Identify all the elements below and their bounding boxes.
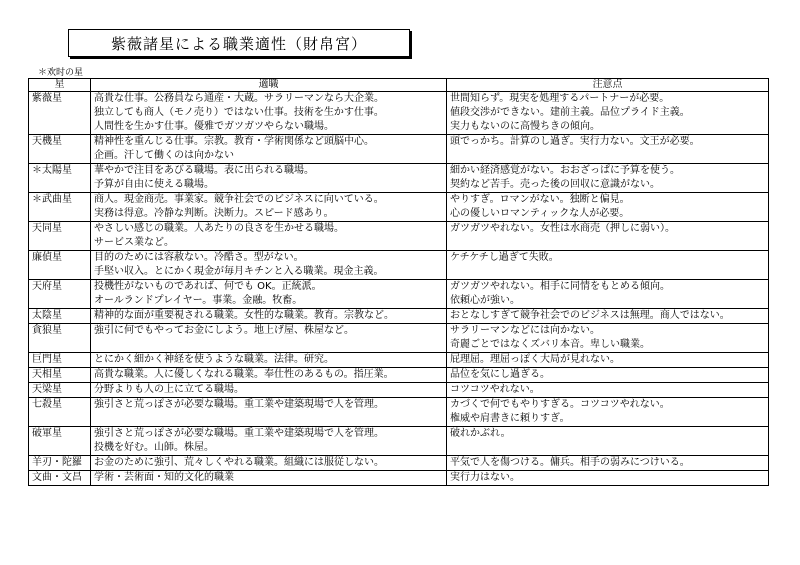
caution-line: カづくで何でもやりすぎる。コツコツやれない。	[450, 399, 670, 410]
aptitude-cell	[91, 135, 447, 164]
caution-cell	[447, 222, 769, 251]
caution-line: 頭でっかち。計算のし過ぎ。実行力ない。文王が必要。	[450, 136, 700, 147]
table-row	[29, 324, 769, 353]
page-title: 紫薇諸星による職業適性（財帛宮）	[68, 29, 410, 57]
table-row	[29, 368, 769, 383]
star-name: ＊武曲星	[29, 193, 91, 222]
aptitude-line: 目的のためには容赦ない。冷酷さ。型がない。	[94, 252, 304, 263]
caution-cell	[447, 92, 769, 135]
table-header-row	[29, 79, 769, 92]
aptitude-line: 手堅い収入。とにかく現金が毎月キチンと入る職業。現金主義。	[94, 266, 384, 277]
table-row	[29, 135, 769, 164]
caution-line: 品位を気にし過ぎる。	[450, 369, 550, 380]
caution-cell	[447, 383, 769, 398]
caution-cell	[447, 164, 769, 193]
star-name: 天機星	[29, 135, 91, 164]
aptitude-line: 華やかで注目をあびる職場。表に出られる職場。	[94, 165, 314, 176]
aptitude-line: お金のために強引、荒々しくやれる職業。組織には服従しない。	[94, 457, 384, 468]
aptitude-cell	[91, 164, 447, 193]
aptitude-line: 分野よりも人の上に立てる職場。	[94, 384, 244, 395]
table-row	[29, 193, 769, 222]
caution-line: 細かい経済感覚がない。おおざっぱに予算を使う。	[450, 165, 680, 176]
aptitude-cell	[91, 353, 447, 368]
caution-line: 屁理屈。理屈っぽく大局が見れない。	[450, 354, 620, 365]
caution-line: 破れかぶれ。	[450, 428, 511, 439]
table-row	[29, 456, 769, 471]
caution-line: 依頼心が強い。	[450, 295, 520, 306]
star-name: 廉偵星	[29, 251, 91, 280]
aptitude-cell	[91, 456, 447, 471]
aptitude-table	[28, 78, 769, 486]
header-caution: 注意点	[447, 79, 769, 92]
caution-line: 心の優しいロマンティックな人が必要。	[450, 208, 630, 219]
aptitude-line: 学術・芸術面・知的文化的職業	[94, 472, 234, 483]
aptitude-line: 投機を好む。山師。株屋。	[94, 442, 214, 453]
star-name: 巨門星	[29, 353, 91, 368]
caution-line: 権威や肩書きに頼りすぎ。	[450, 413, 570, 424]
aptitude-line: 実務は得意。冷静な判断。決断力。スピード感あり。	[94, 208, 334, 219]
aptitude-cell	[91, 383, 447, 398]
caution-line: ガツガツやれない。女性は水商売（押しに弱い）。	[450, 223, 675, 234]
aptitude-cell	[91, 280, 447, 309]
table-row	[29, 222, 769, 251]
aptitude-line: 企画。汗して働くのは向かない	[94, 150, 234, 161]
aptitude-cell	[91, 222, 447, 251]
caution-line: 奇麗ごとではなくズバリ本音。卑しい職業。	[450, 339, 650, 350]
aptitude-line: 強引に何でもやってお金にしよう。地上げ屋、株屋など。	[94, 325, 354, 336]
table-row	[29, 92, 769, 135]
header-star: 星	[29, 79, 91, 92]
aptitude-cell	[91, 398, 447, 427]
star-name: ＊太陽星	[29, 164, 91, 193]
aptitude-line: 強引さと荒っぽさが必要な職場。重工業や建築現場で人を管理。	[94, 428, 384, 439]
aptitude-line: オールランドプレイヤー。事業。金融。牧畜。	[94, 295, 303, 306]
caution-line: 世間知らず。現実を処理するパートナーが必要。	[450, 93, 670, 104]
caution-cell	[447, 456, 769, 471]
aptitude-line: 高貴な職業。人に優しくなれる職業。奉仕性のあるもの。指圧業。	[94, 369, 394, 380]
star-name: 貪狼星	[29, 324, 91, 353]
caution-cell	[447, 368, 769, 383]
aptitude-cell	[91, 309, 447, 324]
aptitude-cell	[91, 193, 447, 222]
caution-cell	[447, 251, 769, 280]
star-name: 文曲・文昌	[29, 471, 91, 486]
caution-cell	[447, 471, 769, 486]
table-row	[29, 398, 769, 427]
star-name: 羊刃・陀羅	[29, 456, 91, 471]
aptitude-line: 強引さと荒っぽさが必要な職場。重工業や建築現場で人を管理。	[94, 399, 384, 410]
aptitude-cell	[91, 251, 447, 280]
aptitude-line: とにかく細かく神経を使うような職業。法律。研究。	[94, 354, 334, 365]
caution-line: ガツガツやれない。相手に同情をもとめる傾向。	[450, 281, 670, 292]
aptitude-line: 投機性がないものであれば、何でも OK。正統派。	[94, 281, 322, 292]
caution-cell	[447, 427, 769, 456]
table-row	[29, 309, 769, 324]
caution-line: 平気で人を傷つける。傭兵。相手の弱みにつけいる。	[450, 457, 690, 468]
star-name: 紫薇星	[29, 92, 91, 135]
star-name: 天梁星	[29, 383, 91, 398]
caution-cell	[447, 193, 769, 222]
aptitude-cell	[91, 471, 447, 486]
star-name: 天相星	[29, 368, 91, 383]
table-row	[29, 427, 769, 456]
caution-cell	[447, 353, 769, 368]
aptitude-line: 精神性を重んじる仕事。宗教。教育・学術関係など頭脳中心。	[94, 136, 374, 147]
table-row	[29, 251, 769, 280]
caution-line: おとなしすぎて競争社会でのビジネスは無理。商人ではない。	[450, 310, 730, 321]
star-name: 破軍星	[29, 427, 91, 456]
star-name: 七殺星	[29, 398, 91, 427]
caution-line: 値段交渉ができない。建前主義。品位プライド主義。	[450, 107, 690, 118]
table-row	[29, 383, 769, 398]
aptitude-line: やさしい感じの職業。人あたりの良さを生かせる職場。	[94, 223, 344, 234]
table-row	[29, 280, 769, 309]
table-row	[29, 164, 769, 193]
aptitude-line: 商人。現金商売。事業家。競争社会でのビジネスに向いている。	[94, 194, 384, 205]
caution-line: 実力もないのに高慢ちきの傾向。	[450, 121, 600, 132]
caution-line: 契約など苦手。売った後の回収に意識がない。	[450, 179, 660, 190]
aptitude-cell	[91, 368, 447, 383]
caution-line: 実行力はない。	[450, 472, 520, 483]
table-row	[29, 471, 769, 486]
caution-line: ケチケチし過ぎて失敗。	[450, 252, 559, 263]
aptitude-line: 高貴な仕事。公務員なら通産・大蔵。サラリーマンなら大企業。	[94, 93, 384, 104]
caution-line: コツコツやれない。	[450, 384, 540, 395]
star-name: 天府星	[29, 280, 91, 309]
aptitude-cell	[91, 324, 447, 353]
caution-line: やりすぎ。ロマンがない。独断と偏見。	[450, 194, 630, 205]
header-aptitude: 適職	[91, 79, 447, 92]
aptitude-line: 精神的な面が重要視される職業。女性的な職業。教育。宗教など。	[94, 310, 394, 321]
aptitude-line: 独立しても商人（モノ売り）ではない仕事。技術を生かす仕事。	[94, 107, 384, 118]
caution-cell	[447, 135, 769, 164]
table-row	[29, 353, 769, 368]
caution-cell	[447, 324, 769, 353]
caution-cell	[447, 309, 769, 324]
star-name: 天同星	[29, 222, 91, 251]
caution-cell	[447, 280, 769, 309]
aptitude-cell	[91, 92, 447, 135]
aptitude-line: サービス業など。	[94, 237, 174, 248]
aptitude-line: 人間性を生かす仕事。優雅でガツガツやらない職場。	[94, 121, 334, 132]
aptitude-cell	[91, 427, 447, 456]
aptitude-line: 予算が自由に使える職場。	[94, 179, 214, 190]
caution-cell	[447, 398, 769, 427]
caution-line: サラリーマンなどには向かない。	[450, 325, 600, 336]
legend-note: ＊欢时の星	[38, 68, 84, 78]
star-name: 太陰星	[29, 309, 91, 324]
